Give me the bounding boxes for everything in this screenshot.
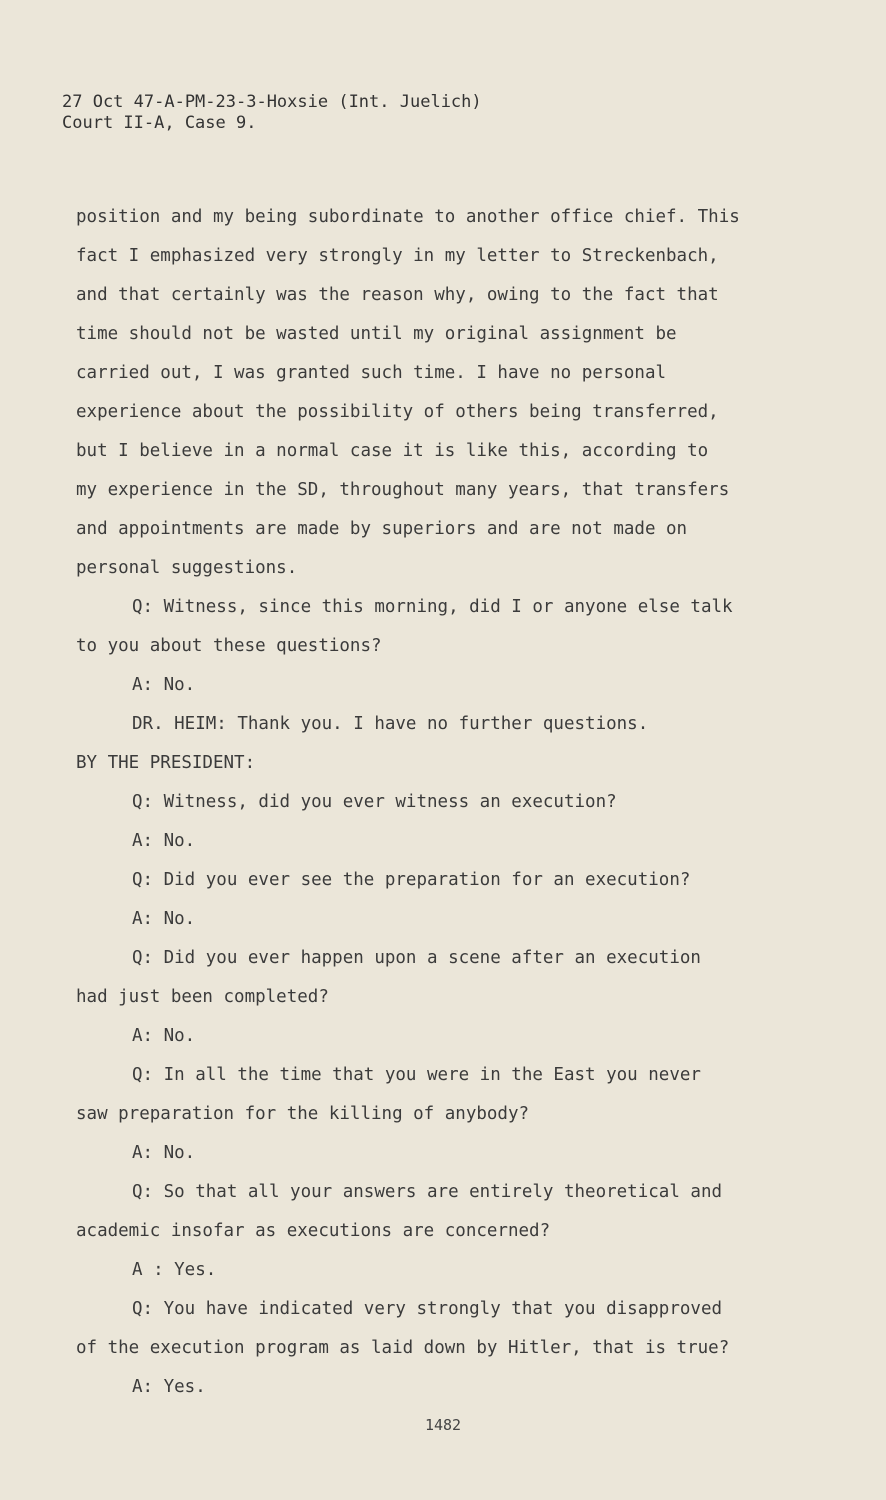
transcript-line: A : Yes. bbox=[132, 1260, 217, 1280]
transcript-line: A: No. bbox=[132, 831, 196, 851]
transcript-line: of the execution program as laid down by Hitler, that is true? bbox=[76, 1338, 730, 1358]
transcript-line: Q: In all the time that you were in the East you never bbox=[132, 1065, 701, 1085]
transcript-line: A: No. bbox=[132, 1143, 196, 1163]
transcript-line: saw preparation for the killing of anybody? bbox=[76, 1104, 530, 1124]
transcript-line: had just been completed? bbox=[76, 987, 329, 1007]
transcript-line: my experience in the SD, throughout many years, that transfers bbox=[76, 480, 730, 500]
transcript-line: A: No. bbox=[132, 675, 196, 695]
transcript-line: BY THE PRESIDENT: bbox=[76, 753, 256, 773]
transcript-line: A: Yes. bbox=[132, 1377, 206, 1397]
transcript-line: personal suggestions. bbox=[76, 558, 298, 578]
header-line-2: Court II-A, Case 9. bbox=[62, 113, 257, 133]
transcript-line: A: No. bbox=[132, 909, 196, 929]
header-line-1: 27 Oct 47-A-PM-23-3-Hoxsie (Int. Juelich) bbox=[62, 92, 482, 112]
document-header bbox=[62, 92, 482, 134]
transcript-line: Q: You have indicated very strongly that you disapproved bbox=[132, 1299, 723, 1319]
transcript-line: carried out, I was granted such time. I have no personal bbox=[76, 363, 667, 383]
transcript-line: A: No. bbox=[132, 1026, 196, 1046]
transcript-line: and appointments are made by superiors and are not made on bbox=[76, 519, 688, 539]
transcript-body bbox=[76, 198, 816, 1407]
transcript-line: fact I emphasized very strongly in my letter to Streckenbach, bbox=[76, 246, 719, 266]
transcript-line: experience about the possibility of others being transferred, bbox=[76, 402, 719, 422]
transcript-line: Q: Did you ever happen upon a scene after an execution bbox=[132, 948, 701, 968]
transcript-line: position and my being subordinate to another office chief. This bbox=[76, 207, 740, 227]
transcript-line: Q: Did you ever see the preparation for an execution? bbox=[132, 870, 691, 890]
transcript-line: to you about these questions? bbox=[76, 636, 382, 656]
page-number: 1482 bbox=[424, 1416, 462, 1434]
transcript-line: Q: Witness, since this morning, did I or anyone else talk bbox=[132, 597, 733, 617]
transcript-line: DR. HEIM: Thank you. I have no further questions. bbox=[132, 714, 649, 734]
transcript-line: Q: Witness, did you ever witness an execution? bbox=[132, 792, 617, 812]
transcript-line: but I believe in a normal case it is like this, according to bbox=[76, 441, 709, 461]
transcript-line: time should not be wasted until my original assignment be bbox=[76, 324, 677, 344]
transcript-line: and that certainly was the reason why, owing to the fact that bbox=[76, 285, 719, 305]
transcript-line: academic insofar as executions are concerned? bbox=[76, 1221, 551, 1241]
transcript-line: Q: So that all your answers are entirely theoretical and bbox=[132, 1182, 723, 1202]
